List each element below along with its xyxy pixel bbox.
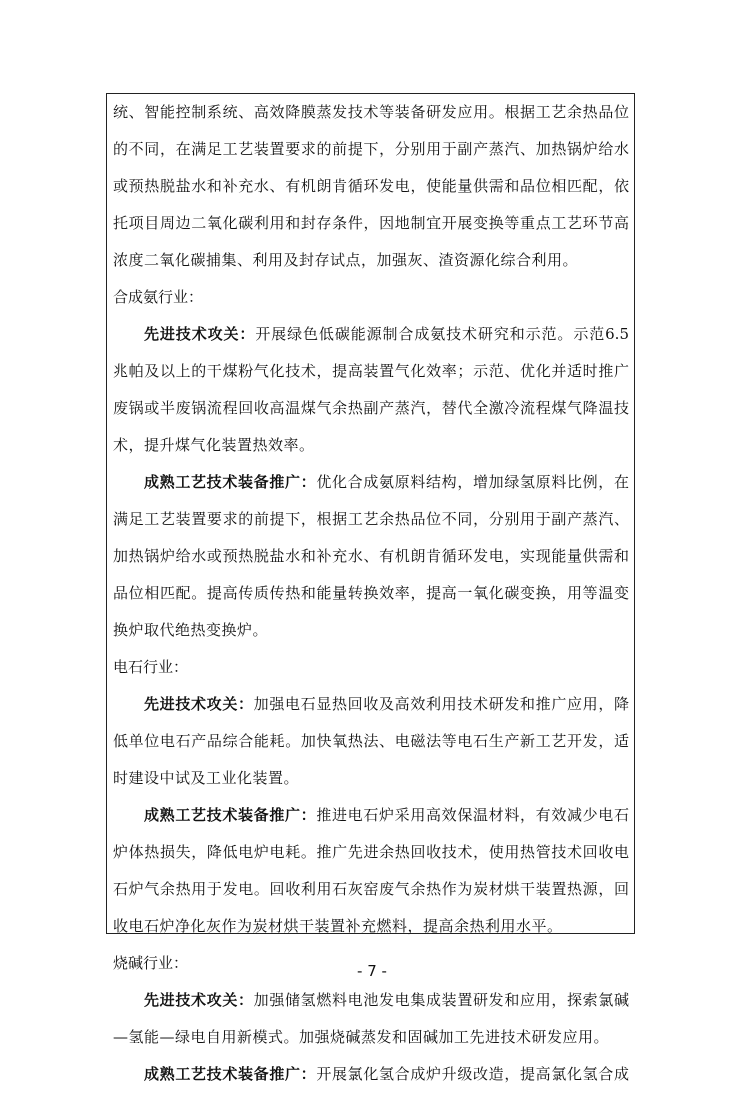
line-text: 时建设中试及工业化装置。 <box>113 769 300 787</box>
paragraph-line <box>113 612 629 649</box>
line-text: 兆帕及以上的干煤粉气化技术，提高装置气化效率；示范、优化并适时推广 <box>113 362 629 380</box>
paragraph-line <box>113 501 629 538</box>
line-text: 的不同，在满足工艺装置要求的前提下，分别用于副产蒸汽、加热锅炉给水 <box>113 140 629 158</box>
paragraph-label: 先进技术攻关： <box>144 325 256 343</box>
line-text: 浓度二氧化碳捕集、利用及封存试点，加强灰、渣资源化综合利用。 <box>113 251 579 269</box>
paragraph-line <box>113 242 629 279</box>
paragraph-line <box>113 94 629 131</box>
paragraph-line <box>113 353 629 390</box>
document-body <box>113 94 629 1093</box>
paragraph-line <box>113 982 629 1019</box>
paragraph-line <box>113 1056 629 1093</box>
line-text: —氢能—绿电自用新模式。加强烧碱蒸发和固碱加工先进技术研发应用。 <box>113 1028 610 1046</box>
line-text: 满足工艺装置要求的前提下，根据工艺余热品位不同，分别用于副产蒸汽、 <box>113 510 629 528</box>
paragraph-line <box>113 723 629 760</box>
line-text: 收电石炉净化灰作为炭材烘干装置补充燃料，提高余热利用水平。 <box>113 917 563 935</box>
paragraph-line <box>113 316 629 353</box>
line-text: 低单位电石产品综合能耗。加快氧热法、电磁法等电石生产新工艺开发，适 <box>113 732 629 750</box>
paragraph-line <box>113 464 629 501</box>
paragraph-label: 成熟工艺技术装备推广： <box>144 473 317 491</box>
paragraph-line <box>113 131 629 168</box>
paragraph-line <box>113 760 629 797</box>
paragraph-label: 先进技术攻关： <box>144 695 254 713</box>
section-heading: 电石行业： <box>113 658 189 676</box>
line-text: 托项目周边二氧化碳利用和封存条件，因地制宜开展变换等重点工艺环节高 <box>113 214 629 232</box>
line-text: 加热锅炉给水或预热脱盐水和补充水、有机朗肯循环发电，实现能量供需和 <box>113 547 629 565</box>
line-text: 炉体热损失，降低电炉电耗。推广先进余热回收技术，使用热管技术回收电 <box>113 843 629 861</box>
line-text: 术，提升煤气化装置热效率。 <box>113 436 315 454</box>
page-number: - 7 - <box>357 962 387 980</box>
paragraph-line <box>113 834 629 871</box>
line-text: 推进电石炉采用高效保温材料，有效减少电石 <box>316 806 629 824</box>
line-text: 废锅或半废锅流程回收高温煤气余热副产蒸汽，替代全激冷流程煤气降温技 <box>113 399 629 417</box>
section-heading: 合成氨行业： <box>113 288 204 306</box>
paragraph-line <box>113 205 629 242</box>
line-text: 石炉气余热用于发电。回收利用石灰窑废气余热作为炭材烘干装置热源，回 <box>113 880 629 898</box>
paragraph-line <box>113 797 629 834</box>
line-text: 加强电石显热回收及高效利用技术研发和推广应用，降 <box>253 695 629 713</box>
paragraph-label: 先进技术攻关： <box>144 991 254 1009</box>
paragraph-line <box>113 871 629 908</box>
paragraph-line <box>113 427 629 464</box>
line-text: 优化合成氨原料结构，增加绿氢原料比例，在 <box>316 473 629 491</box>
paragraph-line <box>113 538 629 575</box>
paragraph-line <box>113 908 629 945</box>
paragraph-line <box>113 168 629 205</box>
line-text: 开展氯化氢合成炉升级改造，提高氯化氢合成 <box>316 1065 629 1083</box>
paragraph-label: 成熟工艺技术装备推广： <box>144 1065 317 1083</box>
line-text: 开展绿色低碳能源制合成氨技术研究和示范。示范6.5 <box>255 325 629 343</box>
line-text: 换炉取代绝热变换炉。 <box>113 621 269 639</box>
line-text: 统、智能控制系统、高效降膜蒸发技术等装备研发应用。根据工艺余热品位 <box>113 103 629 121</box>
section-heading: 烧碱行业： <box>113 954 189 972</box>
paragraph-line <box>113 390 629 427</box>
line-text: 加强储氢燃料电池发电集成装置研发和应用，探索氯碱 <box>253 991 629 1009</box>
paragraph-line <box>113 686 629 723</box>
paragraph-line <box>113 575 629 612</box>
paragraph-line <box>113 1019 629 1056</box>
paragraph-label: 成熟工艺技术装备推广： <box>144 806 317 824</box>
line-text: 或预热脱盐水和补充水、有机朗肯循环发电，使能量供需和品位相匹配，依 <box>113 177 629 195</box>
line-text: 品位相匹配。提高传质传热和能量转换效率，提高一氧化碳变换，用等温变 <box>113 584 629 602</box>
